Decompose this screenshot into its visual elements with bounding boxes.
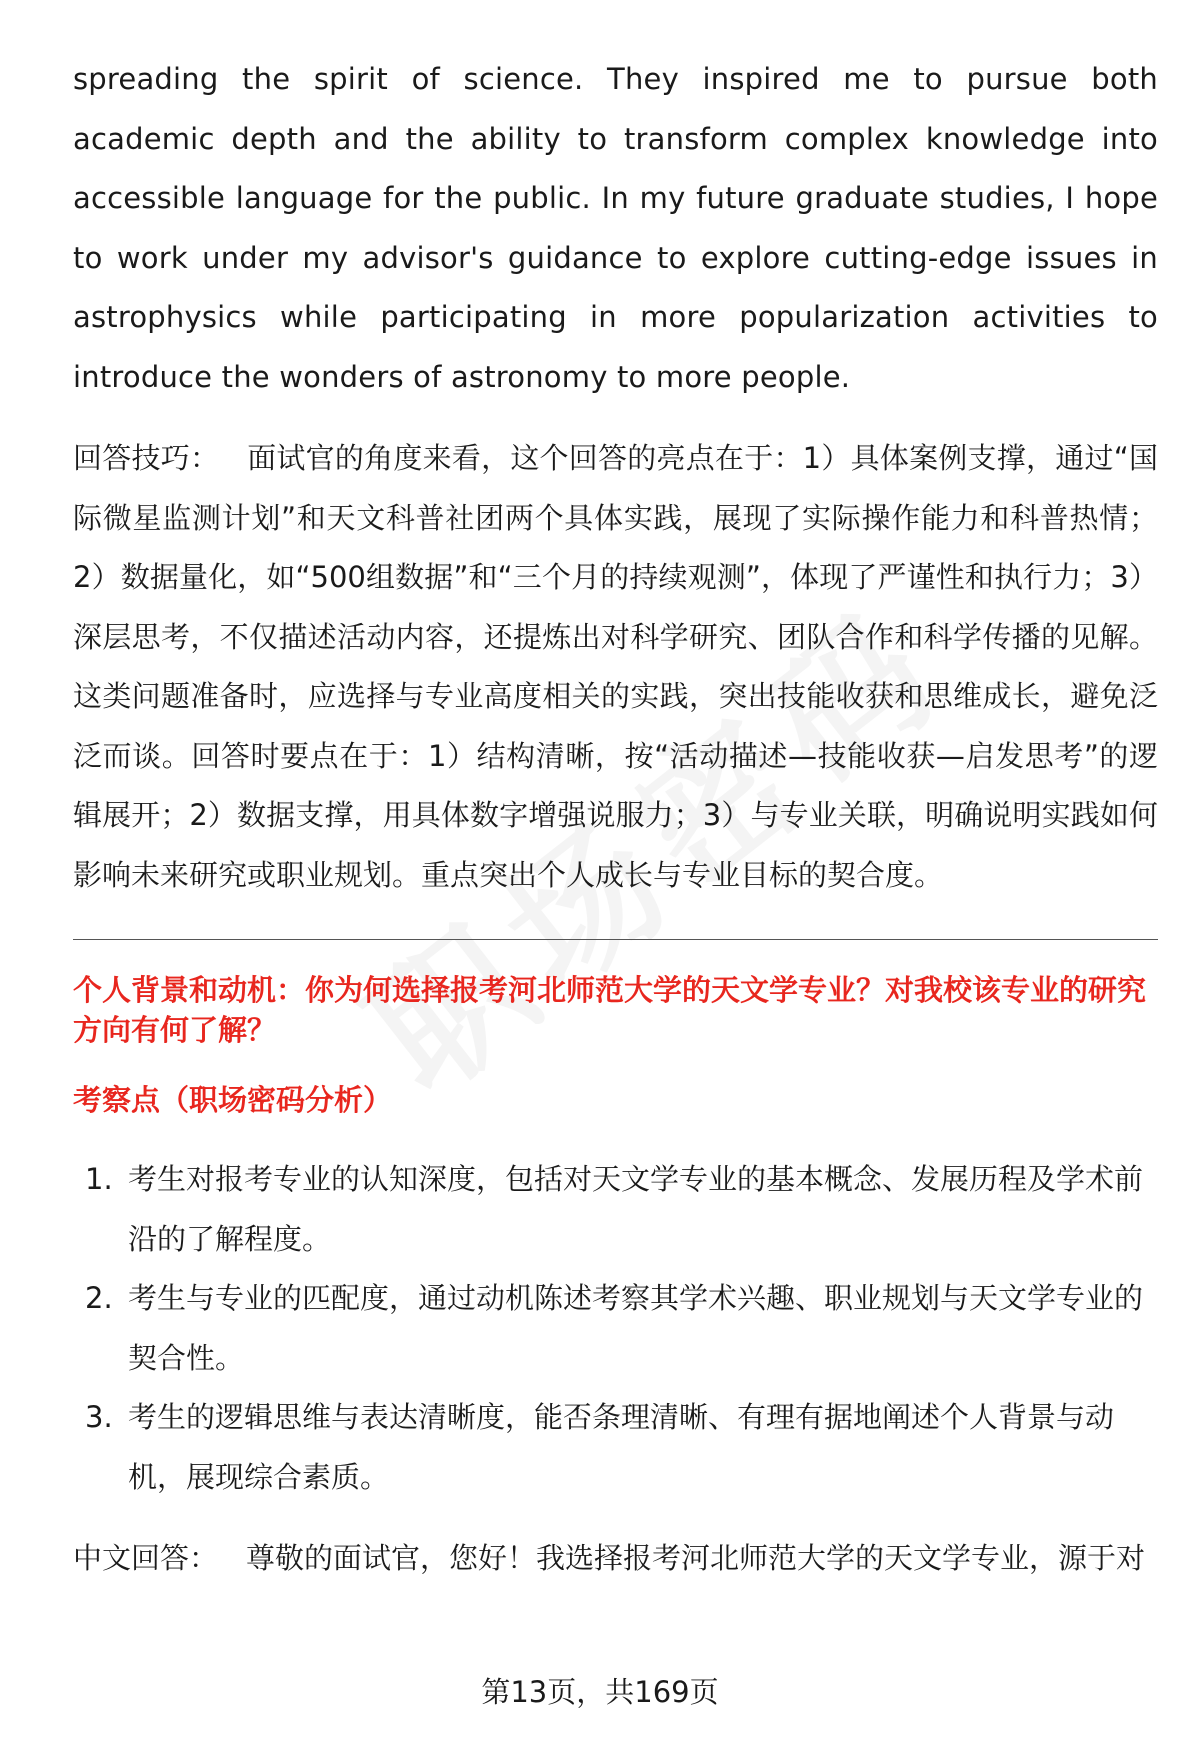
answer-label: 中文回答： — [73, 1541, 219, 1575]
answer-text: 尊敬的面试官，您好！我选择报考河北师范大学的天文学专业，源于对 — [246, 1541, 1146, 1575]
list-item-text: 考生与专业的匹配度，通过动机陈述考察其学术兴趣、职业规划与天文学专业的契合性。 — [128, 1281, 1144, 1375]
exam-points-list — [73, 1150, 1158, 1507]
list-item — [73, 1269, 1158, 1388]
exam-points-title: 考察点（职场密码分析） — [73, 1083, 393, 1117]
chinese-answer-paragraph — [73, 1529, 1158, 1589]
page-number-footer: 第13页，共169页 — [481, 1675, 719, 1709]
list-item-number: 2. — [85, 1281, 113, 1315]
list-item — [73, 1150, 1158, 1269]
english-answer-paragraph: spreading the spirit of science. They inspired me to pursue both academic depth and the ability to transform complex knowledge into accessible language for the public. In my future graduate studies, I hope to work under my advisor's guidance to explore cutting-edge issues in astrophysics while participating in more popularization activities to introduce the wonders of astronomy to more people. — [73, 62, 1158, 394]
tips-text: 面试官的角度来看，这个回答的亮点在于：1）具体案例支撑，通过“国际微星监测计划”和天文科普社团两个具体实践，展现了实际操作能力和科普热情；2）数据量化，如“500组数据”和“三个月的持续观测”，体现了严谨性和执行力；3）深层思考，不仅描述活动内容，还提炼出对科学研究、团队合作和科学传播的见解。这类问题准备时，应选择与专业高度相关的实践，突出技能收获和思维成长，避免泛泛而谈。回答时要点在于：1）结构清晰，按“活动描述—技能收获—启发思考”的逻辑展开；2）数据支撑，用具体数字增强说服力；3）与专业关联，明确说明实践如何影响未来研究或职业规划。重点突出个人成长与专业目标的契合度。 — [73, 441, 1158, 892]
list-item-number: 1. — [85, 1162, 113, 1196]
list-item-number: 3. — [85, 1400, 113, 1434]
page-content — [73, 50, 1158, 1589]
list-item-text: 考生的逻辑思维与表达清晰度，能否条理清晰、有理有据地阐述个人背景与动机，展现综合素质。 — [128, 1400, 1115, 1494]
tips-label: 回答技巧： — [73, 441, 220, 475]
answer-tips-paragraph — [73, 429, 1158, 905]
list-item-text: 考生对报考专业的认知深度，包括对天文学专业的基本概念、发展历程及学术前沿的了解程度。 — [128, 1162, 1144, 1256]
list-item — [73, 1388, 1158, 1507]
question-heading: 个人背景和动机：你为何选择报考河北师范大学的天文学专业？对我校该专业的研究方向有何了解？ — [73, 973, 1147, 1047]
section-divider — [73, 939, 1158, 940]
